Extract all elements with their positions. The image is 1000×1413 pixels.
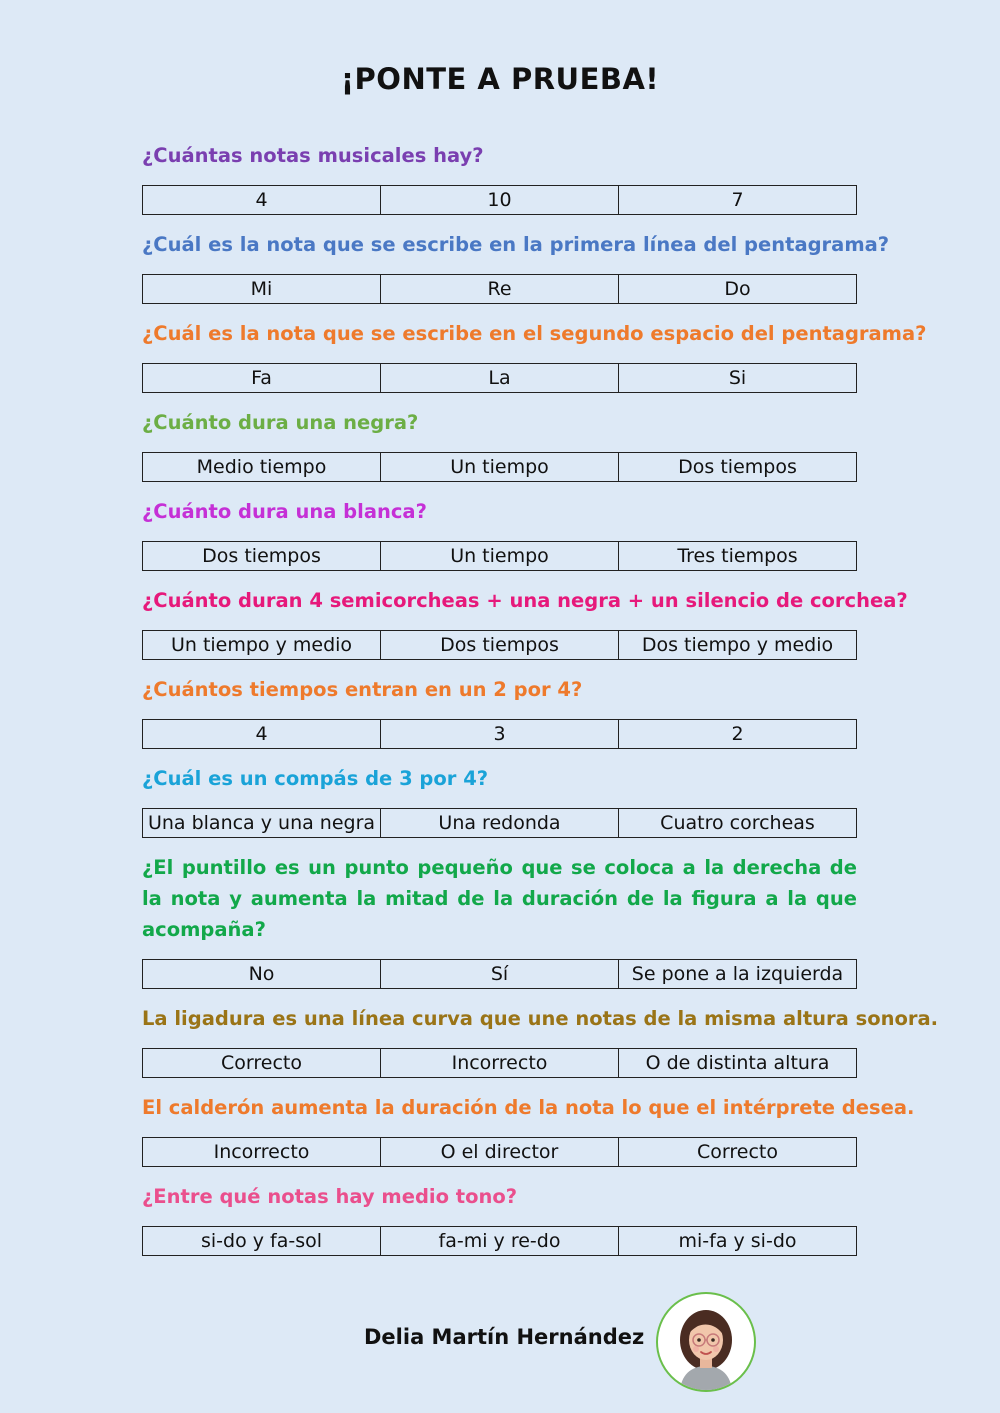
answer-options (142, 452, 857, 482)
answer-options (142, 363, 857, 393)
answer-option[interactable]: Fa (251, 367, 272, 389)
question-2 (142, 229, 890, 304)
answer-option[interactable]: Correcto (221, 1052, 302, 1074)
answer-options (142, 1226, 857, 1256)
question-12 (142, 1181, 857, 1256)
footer (0, 1292, 1000, 1392)
answer-option[interactable]: si-do y fa-sol (200, 1230, 323, 1252)
answer-option[interactable]: Dos tiempos (380, 631, 618, 659)
question-8 (142, 763, 857, 838)
answer-options (142, 630, 857, 660)
question-list (142, 140, 939, 1270)
answer-option[interactable]: Una blanca y una negra (147, 812, 376, 834)
answer-option[interactable]: Un tiempo (380, 542, 618, 570)
question-6 (142, 585, 908, 660)
question-text: ¿Cuántas notas musicales hay? (142, 144, 484, 167)
question-text: ¿Cuánto dura una blanca? (142, 500, 427, 523)
question-text: ¿Entre qué notas hay medio tono? (142, 1185, 518, 1208)
answer-option[interactable]: Dos tiempos (618, 453, 856, 481)
answer-option[interactable]: fa-mi y re-do (380, 1227, 618, 1255)
question-11 (142, 1092, 915, 1167)
answer-option[interactable]: O el director (380, 1138, 618, 1166)
author-name: Delia Martín Hernández (364, 1325, 645, 1349)
answer-options (142, 959, 857, 989)
answer-option[interactable]: 4 (255, 189, 268, 211)
page-title: ¡PONTE A PRUEBA! (340, 62, 660, 96)
question-text: ¿Cuál es la nota que se escribe en la primera línea del pentagrama? (142, 233, 890, 256)
answer-options (142, 719, 857, 749)
answer-option[interactable]: Incorrecto (213, 1141, 310, 1163)
answer-option[interactable]: Medio tiempo (196, 456, 327, 478)
answer-option[interactable]: Cuatro corcheas (618, 809, 856, 837)
answer-option[interactable]: Una redonda (380, 809, 618, 837)
answer-option[interactable]: Incorrecto (380, 1049, 618, 1077)
question-5 (142, 496, 857, 571)
answer-option[interactable]: Sí (380, 960, 618, 988)
answer-option[interactable]: Do (618, 275, 856, 303)
question-text: ¿Cuánto dura una negra? (142, 411, 419, 434)
answer-option[interactable]: Si (618, 364, 856, 392)
answer-option[interactable]: Tres tiempos (618, 542, 856, 570)
question-4 (142, 407, 857, 482)
answer-option[interactable]: mi-fa y si-do (618, 1227, 856, 1255)
answer-option[interactable]: Dos tiempos (202, 545, 321, 567)
avatar (656, 1292, 756, 1392)
answer-option[interactable]: Correcto (618, 1138, 856, 1166)
question-text: El calderón aumenta la duración de la nota lo que el intérprete desea. (142, 1096, 915, 1119)
question-3 (142, 318, 927, 393)
avatar-face-icon (658, 1294, 754, 1390)
question-text: ¿Cuántos tiempos entran en un 2 por 4? (142, 678, 583, 701)
answer-option[interactable]: 3 (380, 720, 618, 748)
answer-options (142, 1048, 857, 1078)
answer-options (142, 274, 857, 304)
question-text: ¿Cuánto duran 4 semicorcheas + una negra + un silencio de corchea? (142, 589, 908, 612)
answer-options (142, 185, 857, 215)
question-text: ¿Cuál es un compás de 3 por 4? (142, 767, 489, 790)
answer-option[interactable]: No (248, 963, 275, 985)
question-9 (142, 852, 857, 989)
answer-option[interactable]: 10 (380, 186, 618, 214)
answer-option[interactable]: 4 (255, 723, 268, 745)
answer-option[interactable]: O de distinta altura (618, 1049, 856, 1077)
answer-option[interactable]: 7 (618, 186, 856, 214)
question-10 (142, 1003, 939, 1078)
answer-option[interactable]: Dos tiempo y medio (618, 631, 856, 659)
answer-options (142, 541, 857, 571)
answer-option[interactable]: 2 (618, 720, 856, 748)
question-text: La ligadura es una línea curva que une notas de la misma altura sonora. (142, 1007, 939, 1030)
answer-option[interactable]: Un tiempo (380, 453, 618, 481)
question-text: ¿El puntillo es un punto pequeño que se coloca a la derecha de la nota y aumenta la mitad de la duración de la figura a la que acompaña? (142, 856, 857, 941)
question-1 (142, 140, 857, 215)
question-text: ¿Cuál es la nota que se escribe en el segundo espacio del pentagrama? (142, 322, 927, 345)
answer-option[interactable]: La (380, 364, 618, 392)
answer-option[interactable]: Re (380, 275, 618, 303)
answer-options (142, 1137, 857, 1167)
question-7 (142, 674, 857, 749)
answer-option[interactable]: Se pone a la izquierda (618, 960, 856, 988)
answer-option[interactable]: Mi (250, 278, 273, 300)
answer-options (142, 808, 857, 838)
answer-option[interactable]: Un tiempo y medio (170, 634, 353, 656)
